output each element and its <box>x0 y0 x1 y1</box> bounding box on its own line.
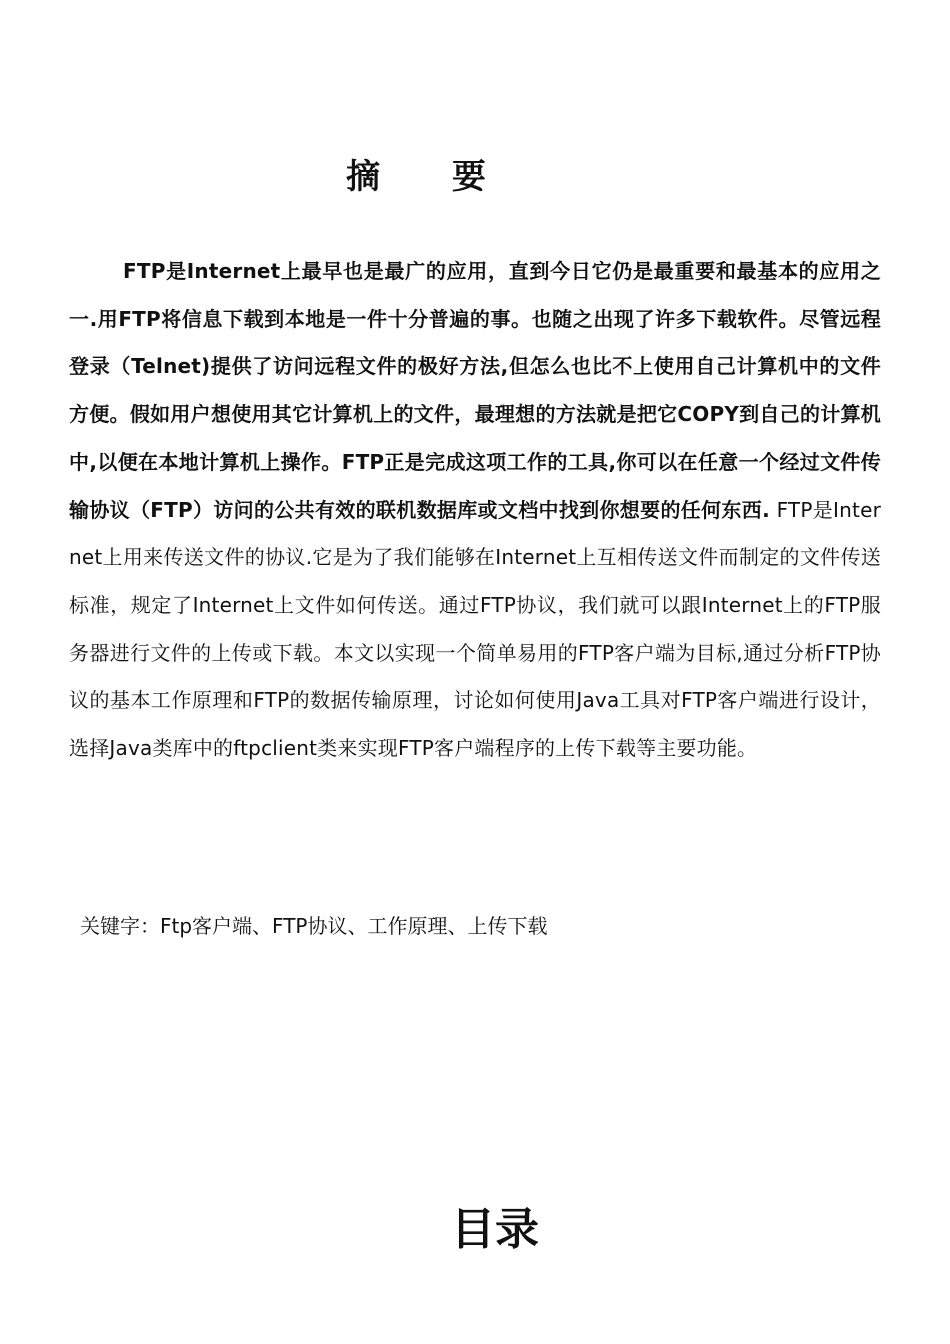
abstract-title: 摘 要 <box>346 157 516 197</box>
abstract-body-regular: FTP是Internet上用来传送文件的协议.它是为了我们能够在Internet上互相传送文件而制定的文件传送标准，规定了Internet上文件如何传送。通过FTP协议，我们就可以跟Internet上的FTP服务器进行文件的上传或下载。本文以实现一个简单易用的FTP客户端为目标,通过分析FTP协议的基本工作原理和FTP的数据传输原理，讨论如何使用Java工具对FTP客户端进行设计，选择Java类库中的ftpclient类来实现FTP客户端程序的上传下载等主要功能。 <box>69 497 881 761</box>
keywords-line: 关键字：Ftp客户端、FTP协议、工作原理、上传下载 <box>80 914 548 938</box>
abstract-body-bold: FTP是Internet上最早也是最广的应用，直到今日它仍是最重要和最基本的应用之一.用FTP将信息下载到本地是一件十分普遍的事。也随之出现了许多下载软件。尽管远程登录（Telnet)提供了访问远程文件的极好方法,但怎么也比不上使用自己计算机中的文件方便。假如用户想使用其它计算机上的文件，最理想的方法就是把它COPY到自己的计算机中,以便在本地计算机上操作。FTP正是完成这项工作的工具,你可以在任意一个经过文件传输协议（FTP）访问的公共有效的联机数据库或文档中找到你想要的任何东西. <box>69 259 881 522</box>
abstract-body <box>69 248 881 773</box>
toc-title: 目录 <box>451 1204 539 1255</box>
